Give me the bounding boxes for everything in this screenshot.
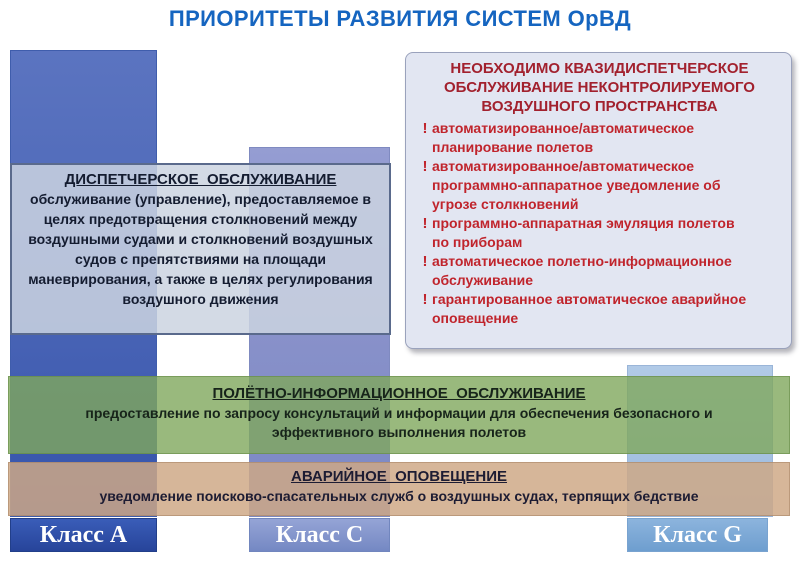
list-item bbox=[418, 290, 781, 328]
list-item bbox=[418, 252, 781, 290]
dispatcher-service-title: ДИСПЕТЧЕРСКОЕ ОБСЛУЖИВАНИЕ bbox=[64, 171, 337, 188]
quasi-dispatcher-panel bbox=[405, 52, 792, 349]
flight-information-body: предоставление по запросу консультаций и информации для обеспечения безопасного и эффективного выполнения полетов bbox=[85, 405, 713, 440]
alerting-service-title: АВАРИЙНОЕ ОПОВЕЩЕНИЕ bbox=[290, 468, 508, 485]
alerting-service-band bbox=[8, 462, 790, 516]
list-item-text: автоматизированное/автоматическое программно-аппаратное уведомление об угрозе столкновений bbox=[432, 158, 721, 212]
flight-information-title: ПОЛЁТНО-ИНФОРМАЦИОННОЕ ОБСЛУЖИВАНИЕ bbox=[212, 385, 586, 402]
exclamation-marker-icon: ! bbox=[422, 215, 428, 232]
dispatcher-service-panel bbox=[10, 163, 391, 335]
exclamation-marker-icon: ! bbox=[422, 120, 428, 137]
dispatcher-service-body: обслуживание (управление), предоставляемое в целях предотвращения столкновений между воздушными судами и столкновений воздушных судов с препятствиями на площади маневрирования, а также в целях регулирования воздушного движения bbox=[28, 191, 373, 307]
list-item-text: автоматизированное/автоматическое планирование полетов bbox=[432, 120, 695, 155]
flight-information-band bbox=[8, 376, 790, 454]
exclamation-marker-icon: ! bbox=[422, 158, 428, 175]
quasi-dispatcher-list bbox=[418, 119, 781, 328]
class-g-label: Класс G bbox=[627, 518, 768, 552]
class-a-label: Класс A bbox=[10, 518, 157, 552]
list-item-text: программно-аппаратная эмуляция полетов по приборам bbox=[432, 215, 735, 250]
page-title: ПРИОРИТЕТЫ РАЗВИТИЯ СИСТЕМ ОрВД bbox=[168, 6, 632, 31]
list-item bbox=[418, 157, 781, 214]
alerting-service-body: уведомление поисково-спасательных служб о воздушных судах, терпящих бедствие bbox=[99, 488, 699, 504]
exclamation-marker-icon: ! bbox=[422, 291, 428, 308]
quasi-dispatcher-title: НЕОБХОДИМО КВАЗИДИСПЕТЧЕРСКОЕ ОБСЛУЖИВАНИЕ НЕКОНТРОЛИРУЕМОГО ВОЗДУШНОГО ПРОСТРАНСТВА bbox=[444, 60, 755, 115]
exclamation-marker-icon: ! bbox=[422, 253, 428, 270]
class-c-label: Класс C bbox=[249, 518, 390, 552]
list-item bbox=[418, 214, 781, 252]
list-item-text: гарантированное автоматическое аварийное оповещение bbox=[432, 291, 747, 326]
list-item-text: автоматическое полетно-информационное обслуживание bbox=[432, 253, 732, 288]
list-item bbox=[418, 119, 781, 157]
